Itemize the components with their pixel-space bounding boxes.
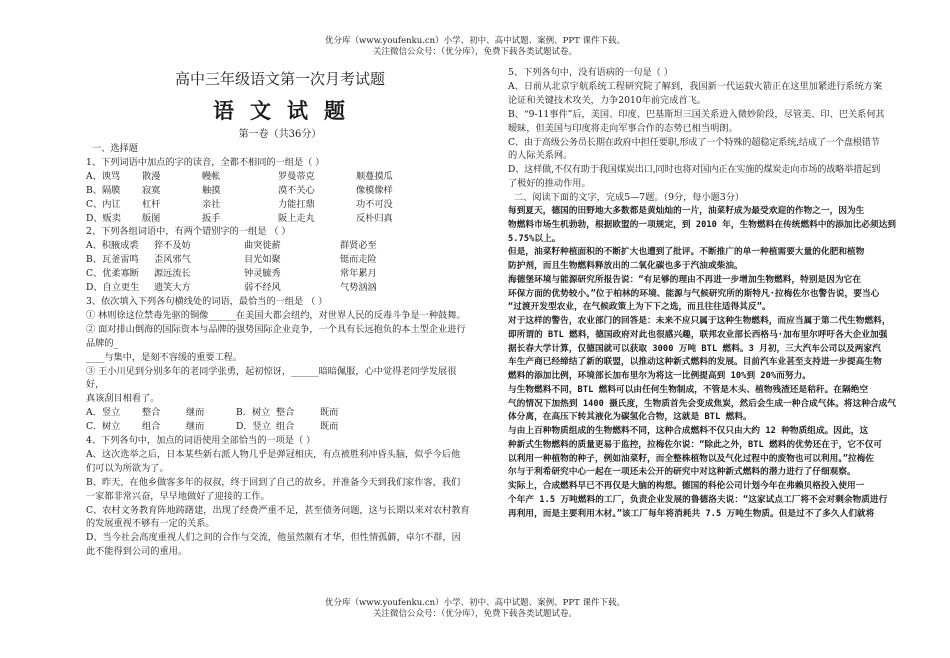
q5-option-c: C、由于高级公务员长期在政府中担任要职,形成了一个特殊的超稳定系统,结成了一个盘根错节	[508, 136, 880, 148]
left-column	[86, 66, 474, 559]
q1-option-a: A、谀骂 散漫 幔帐 罗曼蒂克 顺蔓摸瓜	[86, 170, 393, 182]
q3-sentence-1: ① 林则徐这位禁毒先驱的铜像______在美国大都会纽约，对世界人民的反毒斗争是一种鼓舞。	[86, 309, 466, 321]
part-title: 第一卷（共36分）	[238, 129, 322, 140]
q5-option-d: D、这样做,不仅有助于我国煤炭出口,同时也将对国内正在实施的煤炭走向市场的战略举措起到	[508, 164, 881, 176]
q3-sentence-3-cont: 真该刮目相看了。	[86, 393, 160, 405]
passage-line: 与生物燃料不同，BTL 燃料可以由任何生物制成，不管是木头、植物残渣还是秸秆。在隔绝空	[508, 384, 869, 395]
right-column	[508, 66, 906, 521]
q5-stem: 5、下列各句中，没有语病的一句是（ ）	[508, 67, 673, 78]
passage-line: 环保方面的优势较小。”位于柏林的环境、能源与气候研究所的斯特凡·拉梅佐尔也警告说，要当心	[508, 288, 880, 299]
section-2-heading: 二、阅读下面的文字，完成5—7题。（9分，每小题3分）	[514, 192, 745, 204]
q3-sentence-2-cont: ____与集中，是刻不容缓的重要工程。	[86, 351, 243, 363]
q3-options-cd: C．树立 组合 继而 D．竖立 组合 既而	[86, 421, 339, 433]
q1-option-d: D、贩卖 版图 扳手 阪上走丸 反朴归真	[86, 212, 393, 224]
subject-title: 语文试题	[213, 98, 361, 123]
q1-option-b: B、隔膜 寂寞 触摸 漠不关心 像模像样	[86, 184, 393, 196]
q4-option-b: B、昨天，在他乡做客多年的叔叔，终于回到了自己的故乡，并准备今天到我们家作客，我们	[86, 476, 461, 488]
passage-line: 气的情况下加热到 1400 摄氏度，生物质首先会变成焦炭，然后会生成一种合成气体。将这种合成气	[508, 398, 897, 409]
q5-option-a: A、日前从北京宇航系统工程研究院了解到，我国新一代运载火箭正在这里加紧进行系统方案	[508, 80, 883, 92]
passage-line: 对于这样的警告，农业部门的回答是：未来不应只属于这种生物燃料，而应当属于第二代生物燃料，	[508, 316, 891, 327]
passage-line: 再利用，而是主要利用木材。”该工厂每年将消耗共 7.5 万吨生物质。但是过不了多久人们就将	[508, 508, 875, 519]
q2-option-c: C、优柔寡断 源远流长 钟灵毓秀 常年累月	[86, 268, 377, 280]
passage-line: 体分离，在高压下转其液化为碳氢化合物，这就是 BTL 燃料。	[508, 412, 752, 423]
passage-line: 以利用一种植物的种子，例如油菜籽，而全整株植物以及气化过程中的废物也可以利用。”拉梅佐	[508, 453, 875, 464]
passage-line: 每到夏天，德国的田野地大多数都是黄灿灿的一片，油菜籽成为最受欢迎的作物之一，因为生	[508, 206, 865, 217]
passage-line: 海德堡环境与能源研究所报告说：“有足够的理由不再进一步增加生物燃料，特别是因为它在	[508, 274, 862, 285]
q4-stem: 4、下列各句中，加点的词语使用全部恰当的一项是（ ）	[86, 435, 316, 447]
footer-line-2: 关注微信公众号：（优分库），免费下载各类试题试卷。	[372, 609, 577, 619]
passage-line: 燃料的添加比例，环境部长加布里尔为将这一比例提高到 10%到 20%而努力。	[508, 371, 812, 382]
q2-option-d: D、自立更生 遗笑大方 弱不经风 气势汹汹	[86, 282, 377, 294]
passage-line: 实际上，合成燃料早已不再仅是大脑的构想。德国的科伦公司计划今年在弗赖贝格投入使用一	[508, 481, 865, 492]
banner-line-1: 优分库（www.youfenku.cn）小学、初中、高中试题、案例、PPT 课件下载。	[325, 36, 625, 46]
footer-banner	[0, 598, 950, 620]
q2-stem: 2、下列各组词语中，有两个错别字的一组是 （ ）	[86, 226, 291, 238]
passage-line: 车生产商已经缔结了新的联盟，以推动这种新式燃料的发展。目前汽车业甚至支持进一步提高生物	[508, 357, 882, 368]
q3-stem: 3、依次填入下列各句横线处的词语，最恰当的一组是 （ ）	[86, 295, 328, 307]
q3-sentence-2: ② 面对排山倒海的国际资本与品牌的强势国际企业竞争，一个具有长远抱负的本土型企业进行品牌的_	[86, 323, 466, 349]
passage-line: 尔与于利希研究中心一起在一项还未公开的研究中对这种新式燃料的潜力进行了仔细观察。	[508, 467, 856, 478]
q4-option-b-cont: 一家都非常兴奋，早早地做好了迎接的工作。	[86, 490, 270, 502]
passage-line: 5.75%以上。	[508, 233, 561, 244]
passage-line: 与由上百种物质组成的生物燃料不同，这种合成燃料不仅只由大约 12 种物质组成。因此，这	[508, 426, 869, 437]
q5-option-c-cont: 的人际关系网。	[508, 150, 573, 162]
q5-option-b-cont: 暧昧，但美国与印度将走向军事合作的态势已相当明朗。	[508, 122, 738, 134]
q5-option-a-cont: 论证和关键技术攻关，力争2010年前完成首飞。	[508, 94, 706, 106]
banner-line-2: 关注微信公众号：（优分库），免费下载各类试题试卷。	[372, 47, 577, 57]
passage-line: 据长春大学计算，仅德国就可以获取 3000 万吨 BTL 燃料。3 月初，三大汽车公司以及两家汽	[508, 343, 881, 354]
section-heading: 一、选择题	[92, 143, 138, 154]
passage-line: 即所谓的 BTL 燃料，德国政府对此也很感兴趣，联邦农业部长西格马·加布里尔呼吁各大企业加强	[508, 329, 888, 340]
reading-passage	[508, 205, 906, 521]
passage-line: 但是，油菜籽种植面积的不断扩大也遭到了批评。不断推广的单一种植需要大量的化肥和植物	[508, 247, 865, 258]
q1-option-c: C、内讧 杠杆 亲社 力能扛鼎 功不可没	[86, 198, 393, 210]
q4-option-a: A、这次选举之后，日本某些新右派人物几乎是弹冠相庆，有点被胜利冲昏头脑，似乎今后他	[86, 448, 461, 460]
q2-option-b: B、瓦釜雷鸣 歪风邪气 目光如聚 铤而走险	[86, 254, 377, 266]
passage-line: 防护剂，而且生物燃料释放出的二氧化碳也多于汽油或柴油。	[508, 261, 743, 272]
q3-sentence-3: ③ 王小川见到分别多年的老同学张勇，起初惊讶，______暗暗佩服，心中觉得老同学发展很好，	[86, 365, 457, 391]
passage-line: 种新式生物燃料的质量更易于监控，拉梅佐尔说：“除此之外，BTL 燃料的优势还在于，它不仅可	[508, 439, 883, 450]
q4-option-c-cont: 的发展重视不够有一定的关系。	[86, 518, 215, 530]
q4-option-a-cont: 们可以为所欲为了。	[86, 462, 169, 474]
passage-line: 个年产 1.5 万吨燃料的工厂，负责企业发展的鲁德洛夫说：“这家试点工厂将不会对剩余物质进行	[508, 494, 888, 505]
passage-line: 物燃料市场生机勃勃，根据欧盟的一项规定，到 2010 年，生物燃料在传统燃料中的添加比必须达到	[508, 219, 897, 230]
q4-option-d: D、当今社会高度重视人们之间的合作与交流，他虽然颇有才华，但性情孤僻，卓尔不群，因	[86, 532, 461, 544]
exam-title: 高中三年级语文第一次月考试题	[174, 70, 385, 88]
passage-line: “过渡开发型农业，在气候政策上为下下之选，而且往往适得其反”。	[508, 302, 771, 313]
q1-stem: 1、下列词语中加点的字的读音，全都不相同的一组是（ ）	[86, 156, 325, 168]
q4-option-d-cont: 此不能得到公司的重用。	[86, 546, 188, 558]
q4-option-c: C、农村文务教育阵地踌躇建，出现了经费严重不足，甚至债务问题，这与长期以来对农村教育	[86, 504, 470, 516]
footer-line-1: 优分库（www.youfenku.cn）小学、初中、高中试题、案例、PPT 课件下载。	[325, 598, 625, 608]
header-banner	[0, 36, 950, 58]
q5-option-b: B、“9-11事件”后，美国、印度、巴基斯坦三国关系进入微妙阶段，尽管美、印、巴关系何其	[508, 108, 885, 120]
q3-options-ab: A．竖立 整合 继而 B．树立 整合 既而	[86, 407, 339, 419]
q5-option-d-cont: 了极好的推动作用。	[508, 178, 591, 190]
q2-option-a: A、积腋成裘 猝不及妨 曲突徙薪 群贤必至	[86, 240, 377, 252]
